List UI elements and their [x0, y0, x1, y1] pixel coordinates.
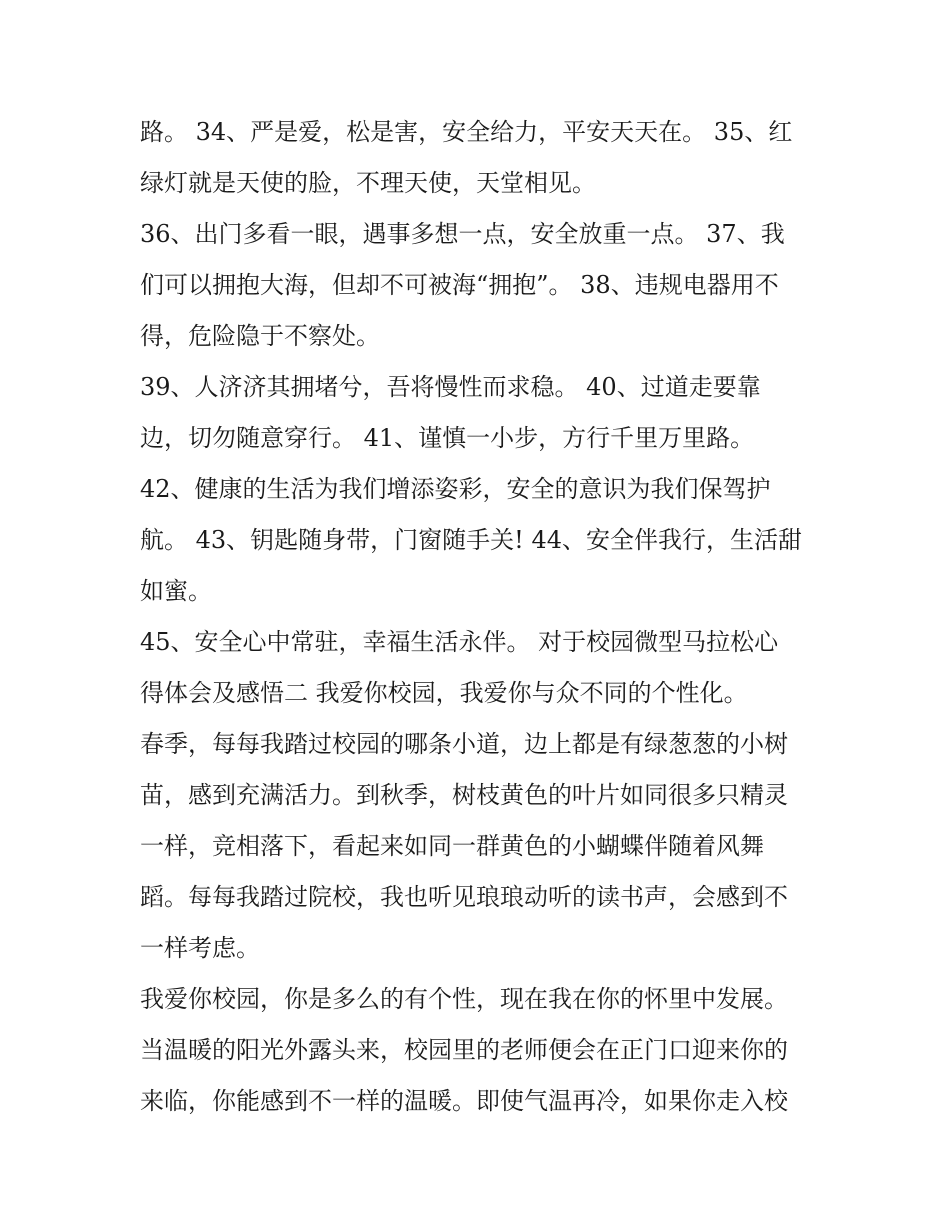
text-line: 边，切勿随意穿行。 41、谨慎一小步，方行千里万里路。 [140, 424, 755, 452]
text-line: 路。 34、严是爱，松是害，安全给力，平安天天在。 35、红 [140, 118, 793, 146]
text-line: 得，危险隐于不察处。 [140, 322, 380, 350]
text-line: 当温暖的阳光外露头来，校园里的老师便会在正门口迎来你的 [140, 1036, 788, 1064]
paragraph-campus-seasons [140, 719, 830, 974]
text-line: 一样考虑。 [140, 934, 260, 962]
text-line: 们可以拥抱大海，但却不可被海“拥抱”。 38、违规电器用不 [140, 271, 779, 299]
text-line: 绿灯就是天使的脸，不理天使，天堂相见。 [140, 169, 596, 197]
text-line: 42、健康的生活为我们增添姿彩，安全的意识为我们保驾护 [140, 475, 771, 503]
document-body [140, 107, 830, 1127]
text-line: 得体会及感悟二 我爱你校园，我爱你与众不同的个性化。 [140, 679, 748, 707]
paragraph-slogans-36-38 [140, 209, 830, 362]
text-line: 如蜜。 [140, 577, 212, 605]
text-line: 36、出门多看一眼，遇事多想一点，安全放重一点。 37、我 [140, 220, 785, 248]
text-line: 45、安全心中常驻，幸福生活永伴。 对于校园微型马拉松心 [140, 628, 779, 656]
text-line: 蹈。每每我踏过院校，我也听见琅琅动听的读书声，会感到不 [140, 883, 788, 911]
paragraph-slogan-45-and-section-heading [140, 617, 830, 719]
text-line: 春季，每每我踏过校园的哪条小道，边上都是有绿葱葱的小树 [140, 730, 788, 758]
paragraph-slogans-39-41 [140, 362, 830, 464]
text-line: 39、人济济其拥堵兮，吾将慢性而求稳。 40、过道走要靠 [140, 373, 761, 401]
paragraph-campus-warmth [140, 974, 830, 1127]
text-line: 航。 43、钥匙随身带，门窗随手关! 44、安全伴我行，生活甜 [140, 526, 802, 554]
text-line: 我爱你校园，你是多么的有个性，现在我在你的怀里中发展。 [140, 985, 788, 1013]
text-line: 来临，你能感到不一样的温暖。即使气温再冷，如果你走入校 [140, 1087, 788, 1115]
text-line: 一样，竞相落下，看起来如同一群黄色的小蝴蝶伴随着风舞 [140, 832, 764, 860]
paragraph-slogans-34-35 [140, 107, 830, 209]
paragraph-slogans-42-44 [140, 464, 830, 617]
text-line: 苗，感到充满活力。到秋季，树枝黄色的叶片如同很多只精灵 [140, 781, 788, 809]
